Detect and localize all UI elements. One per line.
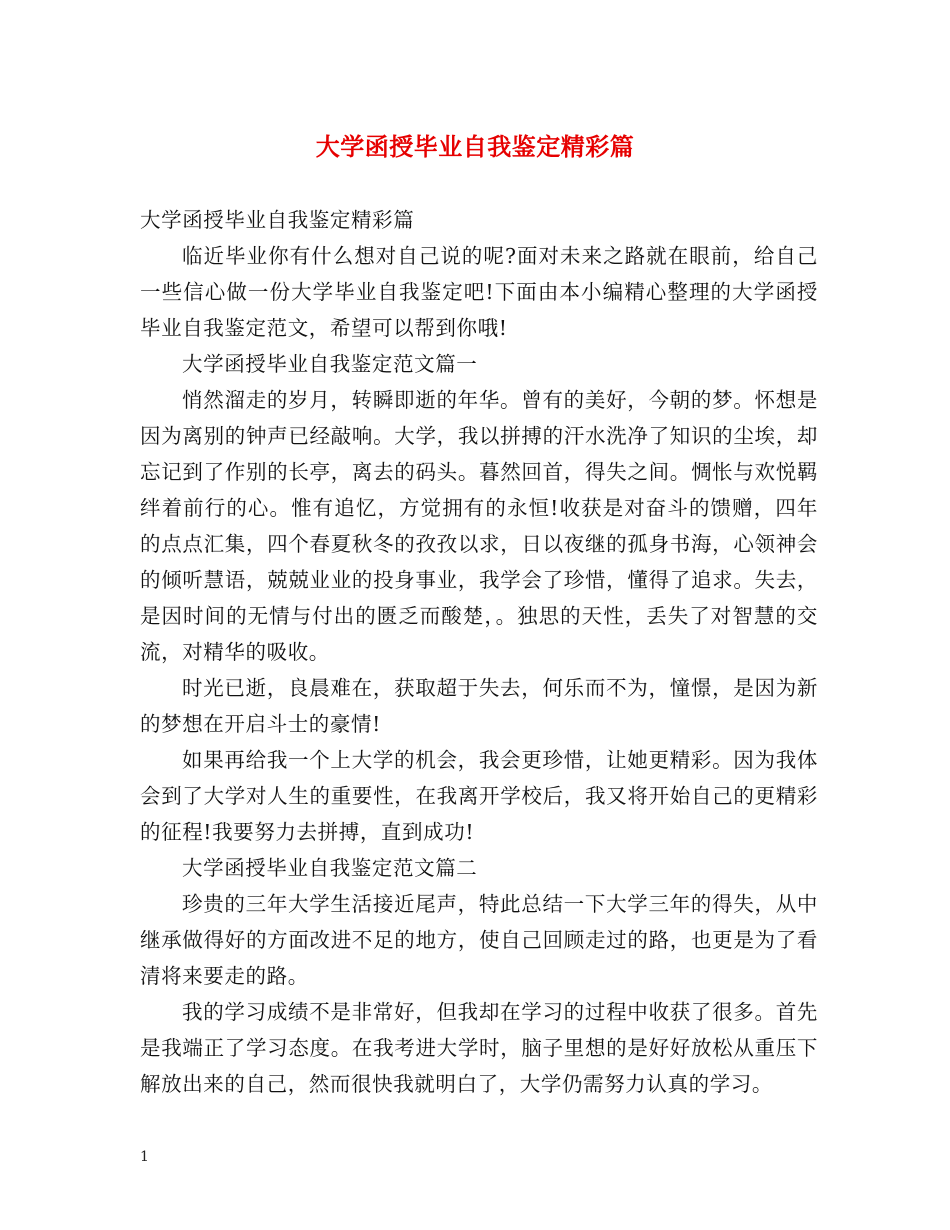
paragraph: 时光已逝，良晨难在，获取超于失去，何乐而不为，憧憬，是因为新的梦想在开启斗士的豪情!	[140, 676, 818, 736]
section-heading-1: 大学函授毕业自我鉴定范文篇一	[182, 352, 478, 376]
paragraph: 如果再给我一个上大学的机会，我会更珍惜，让她更精彩。因为我体会到了大学对人生的重要性，在我离开学校后，我又将开始自己的更精彩的征程!我要努力去拼搏，直到成功!	[140, 748, 818, 844]
paragraph: 悄然溜走的岁月，转瞬即逝的年华。曾有的美好，今朝的梦。怀想是因为离别的钟声已经敲响。大学，我以拼搏的汗水洗净了知识的尘埃，却忘记到了作别的长亭，离去的码头。暮然回首，得失之间。惆怅与欢悦羁绊着前行的心。惟有追忆，方觉拥有的永恒!收获是对奋斗的馈赠，四年的点点汇集，四个春夏秋冬的孜孜以求，日以夜继的孤身书海，心领神会的倾听慧语，兢兢业业的投身事业，我学会了珍惜，懂得了追求。失去，是因时间的无情与付出的匮乏而酸楚，。独思的天性，丢失了对智慧的交流，对精华的吸收。	[140, 388, 818, 664]
paragraph-intro: 临近毕业你有什么想对自己说的呢?面对未来之路就在眼前，给自己一些信心做一份大学毕业自我鉴定吧!下面由本小编精心整理的大学函授毕业自我鉴定范文，希望可以帮到你哦!	[140, 244, 818, 340]
section-heading-2: 大学函授毕业自我鉴定范文篇二	[182, 856, 478, 880]
document-body	[140, 202, 818, 1102]
paragraph-subtitle: 大学函授毕业自我鉴定精彩篇	[140, 208, 415, 232]
paragraph: 珍贵的三年大学生活接近尾声，特此总结一下大学三年的得失，从中继承做得好的方面改进不足的地方，使自己回顾走过的路，也更是为了看清将来要走的路。	[140, 892, 818, 988]
paragraph: 我的学习成绩不是非常好，但我却在学习的过程中收获了很多。首先是我端正了学习态度。在我考进大学时，脑子里想的是好好放松从重压下解放出来的自己，然而很快我就明白了，大学仍需努力认真的学习。	[140, 1000, 818, 1096]
page-number: 1	[140, 1149, 149, 1165]
document-title: 大学函授毕业自我鉴定精彩篇	[315, 132, 635, 161]
